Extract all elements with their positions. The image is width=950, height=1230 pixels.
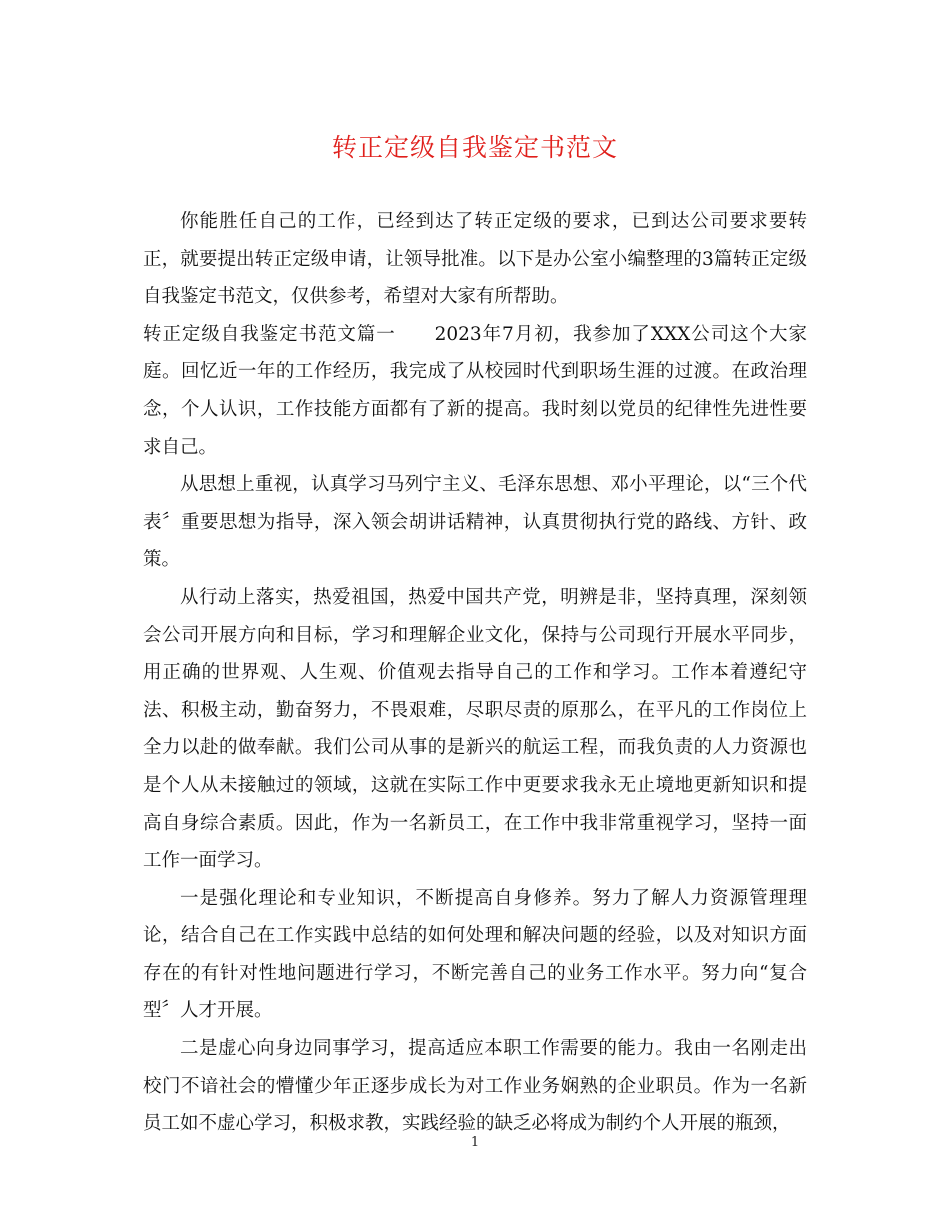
paragraph-intro: 你能胜任自己的工作，已经到达了转正定级的要求，已到达公司要求要转正，就要提出转正定级申请，让领导批准。以下是办公室小编整理的3篇转正定级自我鉴定书范文，仅供参考，希望对大家有所帮助。 <box>143 211 807 308</box>
paragraph-thought: 从思想上重视，认真学习马列宁主义、毛泽东思想、邓小平理论，以“三个代表〞重要思想为指导，深入领会胡讲话精神，认真贯彻执行党的路线、方针、政策。 <box>143 474 807 571</box>
page-number: 1 <box>470 1135 480 1150</box>
paragraph-section-one: 转正定级自我鉴定书范文篇一 2023年7月初，我参加了XXX公司这个大家庭。回忆近一年的工作经历，我完成了从校园时代到职场生涯的过渡。在政治理念，个人认识，工作技能方面都有了新的提高。我时刻以党员的纪律性先进性要求自己。 <box>143 323 807 458</box>
paragraph-action: 从行动上落实，热爱祖国，热爱中国共产党，明辨是非，坚持真理，深刻领会公司开展方向和目标，学习和理解企业文化，保持与公司现行开展水平同步，用正确的世界观、人生观、价值观去指导自己的工作和学习。工作本着遵纪守法、积极主动，勤奋努力，不畏艰难，尽职尽责的原那么，在平凡的工作岗位上全力以赴的做奉献。我们公司从事的是新兴的航运工程，而我负责的人力资源也是个人从未接触过的领域，这就在实际工作中更要求我永无止境地更新知识和提高自身综合素质。因此，作为一名新员工，在工作中我非常重视学习，坚持一面工作一面学习。 <box>143 586 807 872</box>
paragraph-point-one: 一是强化理论和专业知识，不断提高自身修养。努力了解人力资源管理理论，结合自己在工作实践中总结的如何处理和解决问题的经验，以及对知识方面存在的有针对性地问题进行学习，不断完善自己的业务工作水平。努力向“复合型〞人才开展。 <box>143 887 807 1022</box>
document-title: 转正定级自我鉴定书范文 <box>331 133 618 162</box>
document-body <box>143 203 807 1143</box>
paragraph-point-two: 二是虚心向身边同事学习，提高适应本职工作需要的能力。我由一名刚走出校门不谙社会的懵懂少年正逐步成长为对工作业务娴熟的企业职员。作为一名新员工如不虚心学习，积极求教，实践经验的缺乏必将成为制约个人开展的瓶颈， <box>143 1038 807 1135</box>
